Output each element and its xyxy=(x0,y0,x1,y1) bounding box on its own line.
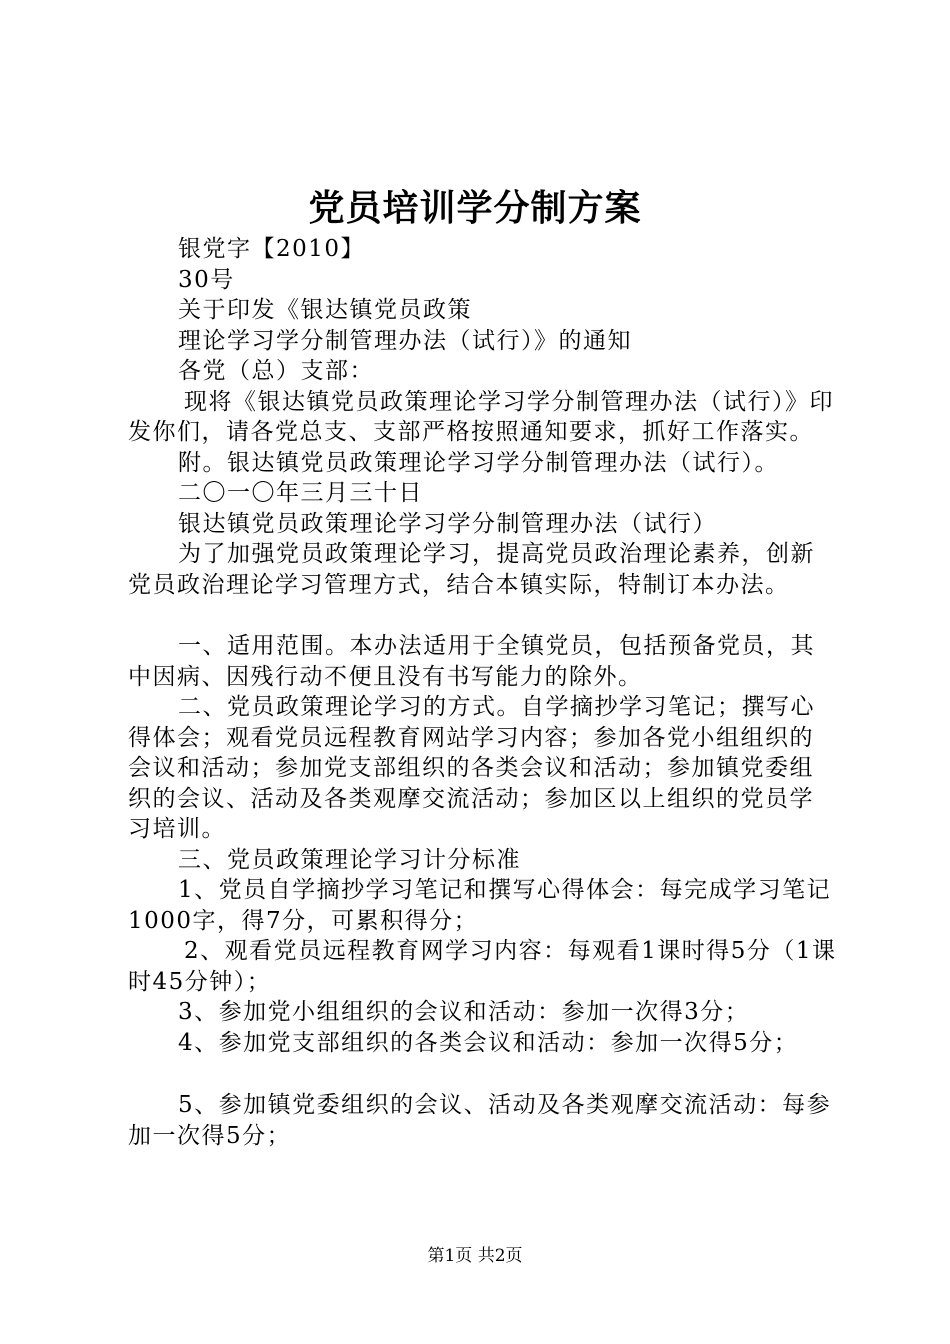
notice-heading-line2: 理论学习学分制管理办法（试行）》的通知 xyxy=(178,327,632,354)
document-body xyxy=(128,234,838,1151)
doc-number-suffix: 30号 xyxy=(178,266,235,293)
measures-preamble: 为了加强党员政策理论学习，提高党员政治理论素养，创新党员政治理论学习管理方式，结合本镇实际，特制订本办法。 xyxy=(128,541,815,598)
section-scoring-heading: 三、党员政策理论学习计分标准 xyxy=(178,846,521,873)
section-methods: 二、党员政策理论学习的方式。自学摘抄学习笔记；撰写心得体会；观看党员远程教育网站学习内容；参加各党小组组织的会议和活动；参加党支部组织的各类会议和活动；参加镇党委组织的会议、活动及各类观摩交流活动；参加区以上组织的党员学习培训。 xyxy=(128,694,815,842)
issue-date: 二〇一〇年三月三十日 xyxy=(178,480,423,506)
scoring-item-1: 1、党员自学摘抄学习笔记和撰写心得体会：每完成学习笔记1000字，得7分，可累积得分； xyxy=(128,877,832,934)
document-title: 党员培训学分制方案 xyxy=(308,187,642,229)
scoring-item-5: 5、参加镇党委组织的会议、活动及各类观摩交流活动：每参加一次得5分； xyxy=(128,1092,832,1149)
section-scope: 一、适用范围。本办法适用于全镇党员，包括预备党员，其中因病、因残行动不便且没有书写能力的除外。 xyxy=(128,633,815,690)
attachment-note: 附。银达镇党员政策理论学习学分制管理办法（试行）。 xyxy=(178,449,779,476)
scoring-item-3: 3、参加党小组组织的会议和活动：参加一次得3分； xyxy=(178,999,750,1025)
measures-title: 银达镇党员政策理论学习学分制管理办法（试行） xyxy=(178,510,717,537)
doc-number: 银党字【2010】 xyxy=(178,236,366,262)
notice-body: 现将《银达镇党员政策理论学习学分制管理办法（试行）》印发你们，请各党总支、支部严格按照通知要求，抓好工作落实。 xyxy=(128,388,834,445)
page-footer: 第1页 共2页 xyxy=(427,1246,523,1266)
scoring-item-2: 2、观看党员远程教育网学习内容：每观看1课时得5分（1课时45分钟）； xyxy=(128,938,837,995)
addressee: 各党（总）支部： xyxy=(178,358,374,384)
notice-heading-line1: 关于印发《银达镇党员政策 xyxy=(178,297,472,323)
scoring-item-4: 4、参加党支部组织的各类会议和活动：参加一次得5分； xyxy=(178,1029,799,1056)
